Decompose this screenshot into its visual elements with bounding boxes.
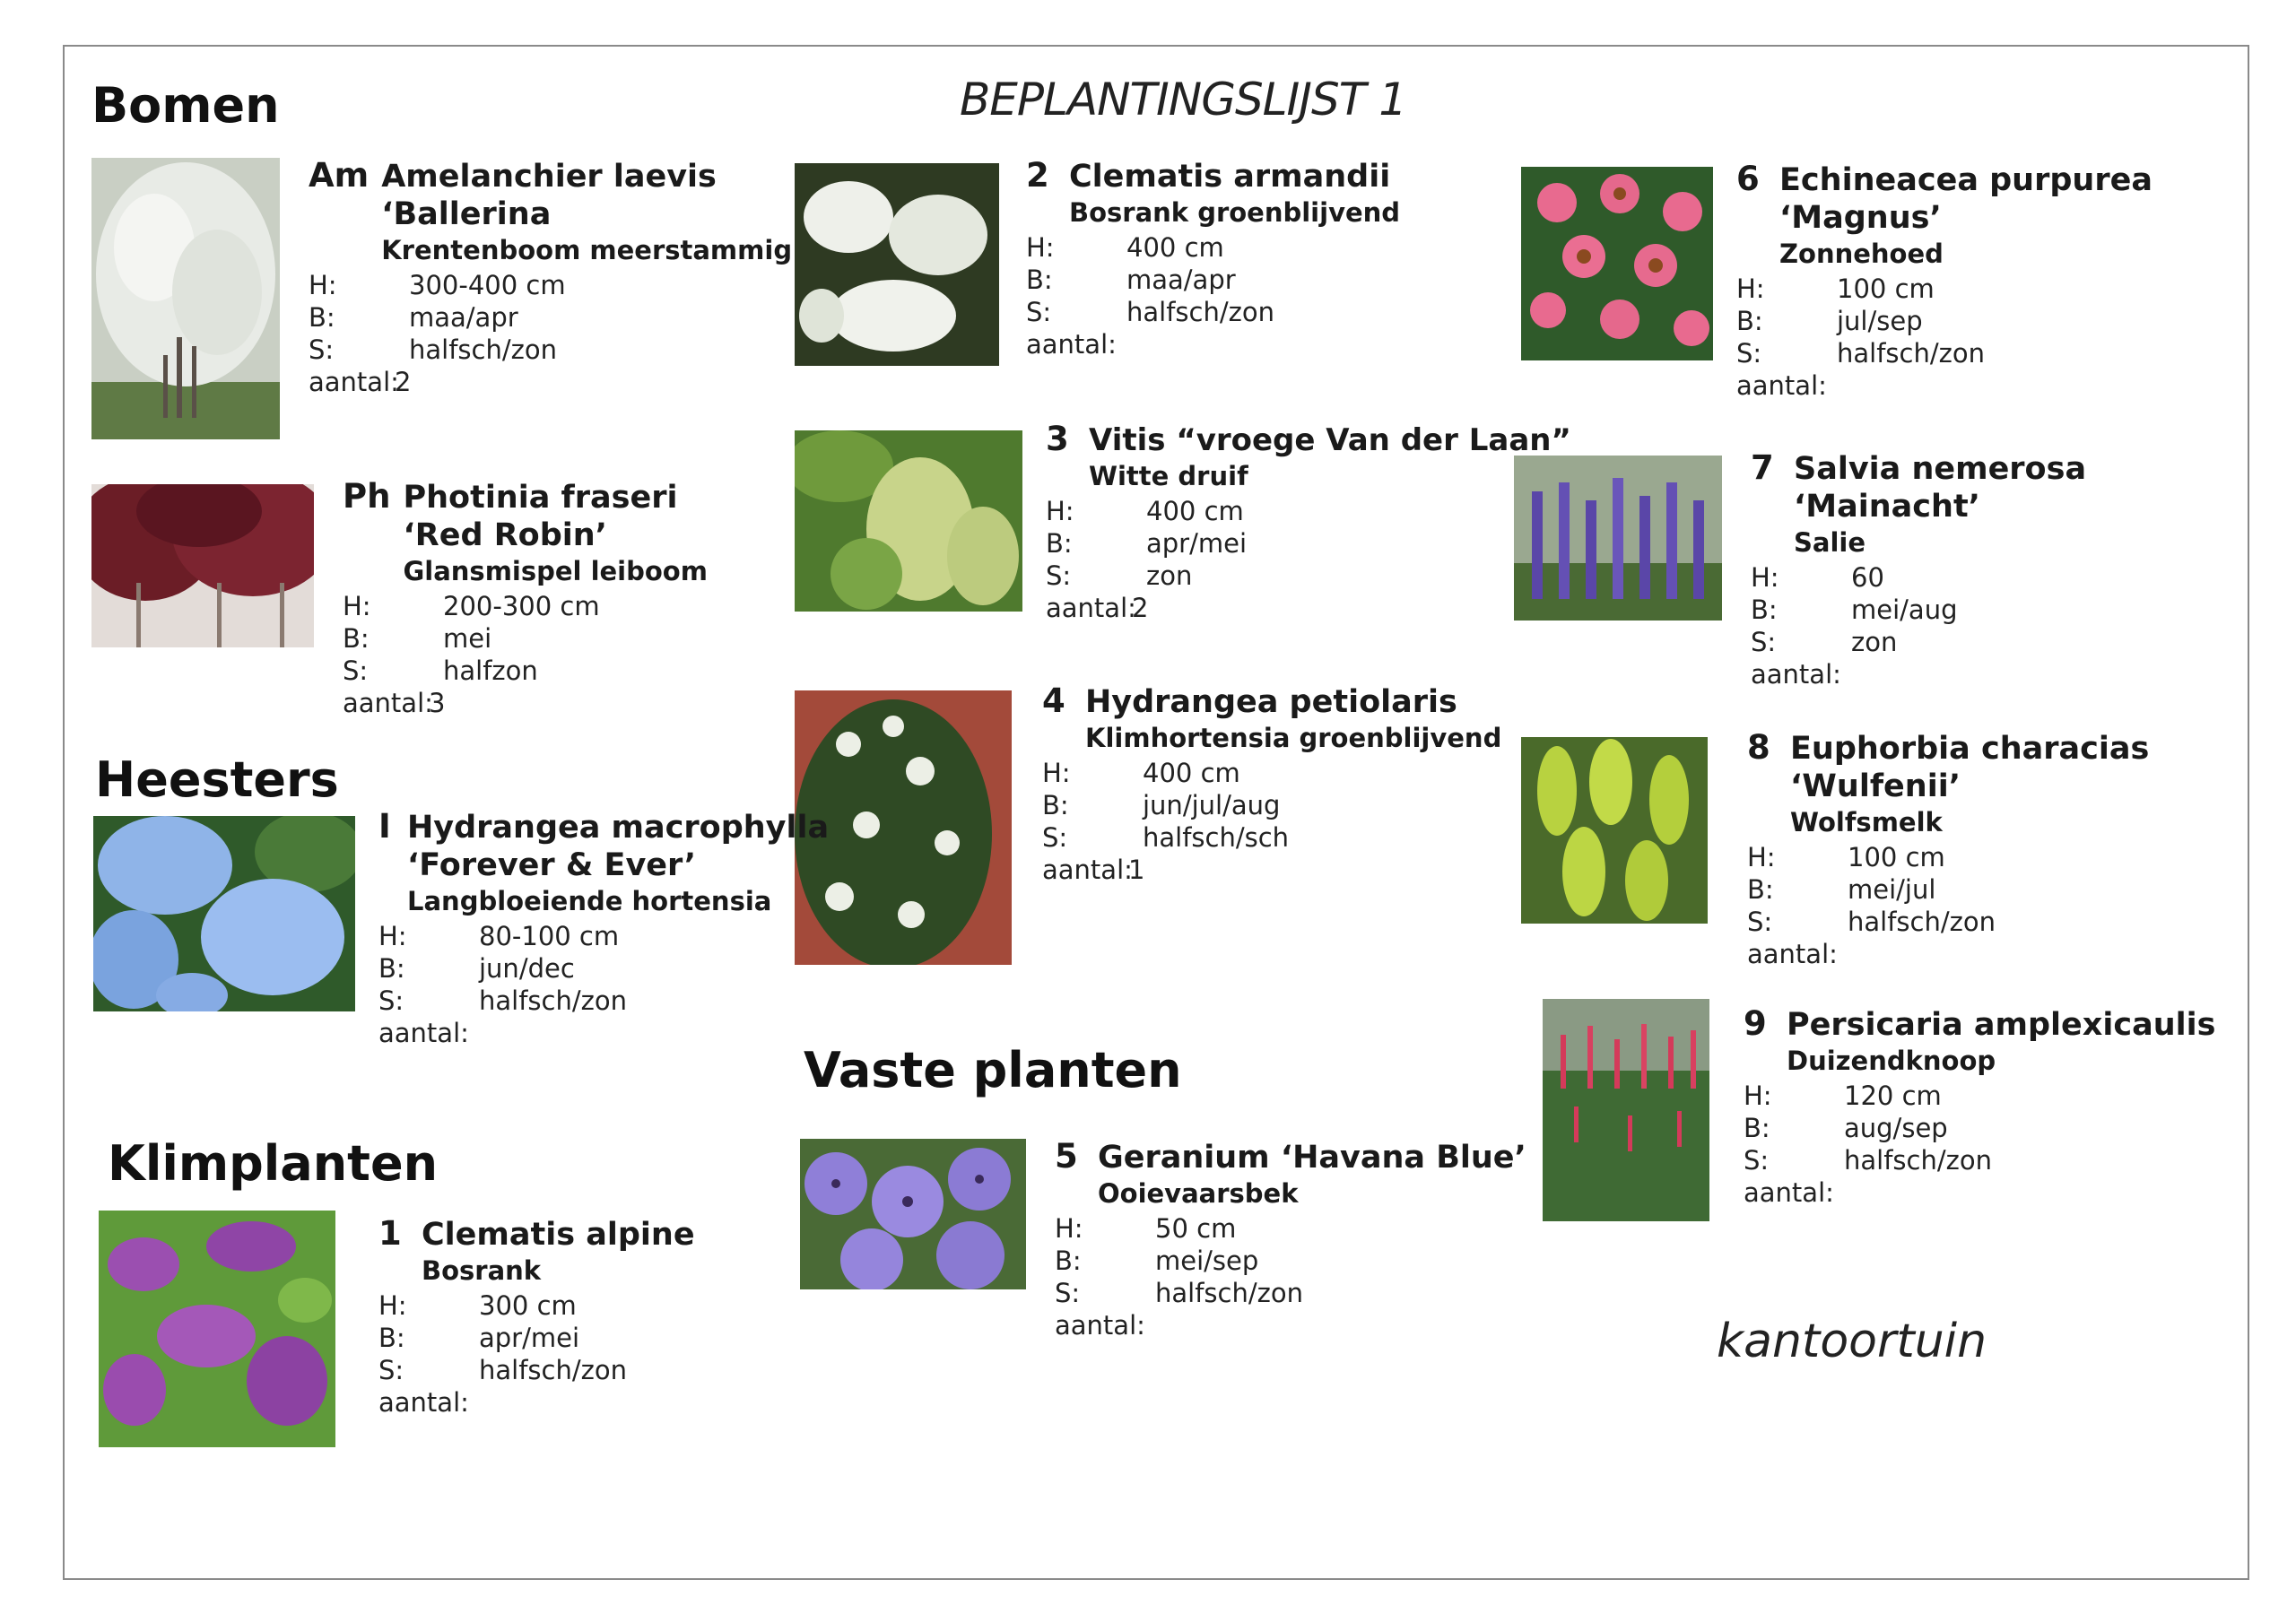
plant-bloom: mei/sep	[1155, 1245, 1259, 1276]
plant-entry-photinia	[343, 477, 845, 719]
plant-code: 7	[1751, 448, 1774, 487]
plant-cultivar: ‘Forever & Ever’	[407, 847, 697, 883]
label-h: H:	[309, 270, 337, 300]
label-b: B:	[378, 1323, 405, 1353]
plant-height: 50 cm	[1155, 1213, 1237, 1244]
plant-height: 400 cm	[1143, 758, 1240, 788]
clematis-alpine-photo	[99, 1211, 335, 1447]
label-h: H:	[343, 591, 371, 621]
plant-sun: halfsch/zon	[1155, 1278, 1303, 1308]
label-s: S:	[1046, 560, 1072, 591]
plant-name: Euphorbia characias	[1790, 731, 2150, 767]
plant-common-name: Zonnehoed	[1779, 239, 1944, 269]
section-vaste-planten: Vaste planten	[804, 1042, 1182, 1098]
plant-entry-salvia	[1751, 448, 2253, 690]
plant-common-name: Glansmispel leiboom	[403, 556, 708, 586]
plant-sun: halfsch/zon	[1844, 1145, 1992, 1176]
label-h: H:	[1736, 273, 1765, 304]
label-aantal: aantal:	[1747, 939, 1838, 969]
plant-sun: halfsch/zon	[409, 334, 557, 365]
label-b: B:	[1042, 790, 1069, 820]
label-b: B:	[1046, 528, 1073, 559]
plant-height: 100 cm	[1848, 842, 1945, 872]
plant-sun: halfsch/sch	[1143, 822, 1290, 853]
plant-code: Ph	[343, 477, 391, 516]
section-heesters: Heesters	[95, 751, 339, 808]
plant-common-name: Witte druif	[1089, 461, 1248, 491]
label-b: B:	[1736, 306, 1763, 336]
plant-common-name: Bosrank groenblijvend	[1069, 197, 1401, 228]
plant-count: 2	[395, 367, 412, 397]
label-aantal: aantal:	[1744, 1177, 1834, 1208]
label-s: S:	[1042, 822, 1068, 853]
page-title: BEPLANTINGSLIJST 1	[960, 74, 1407, 126]
label-s: S:	[309, 334, 335, 365]
plant-sun: halfsch/zon	[1848, 907, 1996, 937]
plant-entry-euphorbia	[1747, 728, 2249, 970]
plant-common-name: Krentenboom meerstammig	[381, 235, 793, 265]
plant-common-name: Salie	[1794, 527, 1866, 558]
label-h: H:	[1747, 842, 1776, 872]
plant-height: 300 cm	[479, 1290, 577, 1321]
label-s: S:	[1736, 338, 1762, 369]
plant-name: Photinia fraseri	[403, 480, 678, 516]
plant-bloom: mei	[443, 623, 492, 654]
plant-entry-geranium	[1055, 1137, 1557, 1341]
label-s: S:	[1026, 297, 1052, 327]
plant-height: 60	[1851, 562, 1884, 593]
persicaria-photo	[1543, 999, 1709, 1221]
label-aantal: aantal:	[1736, 370, 1827, 401]
plant-name: Hydrangea petiolaris	[1085, 684, 1457, 720]
plant-entry-clematis-alpine	[378, 1214, 881, 1419]
label-b: B:	[1744, 1113, 1770, 1143]
plant-bloom: mei/jul	[1848, 874, 1936, 905]
plant-height: 400 cm	[1146, 496, 1244, 526]
plant-bloom: mei/aug	[1851, 595, 1958, 625]
plant-entry-hydrangea-macrophylla	[378, 807, 881, 1049]
label-aantal: aantal:	[1055, 1310, 1145, 1341]
plant-code: 9	[1744, 1004, 1767, 1043]
plant-count: 1	[1128, 855, 1145, 885]
label-b: B:	[1026, 265, 1053, 295]
label-h: H:	[1046, 496, 1074, 526]
label-s: S:	[1751, 627, 1777, 657]
plant-name: Salvia nemerosa	[1794, 451, 2087, 487]
plant-sun: halfzon	[443, 655, 538, 686]
plant-common-name: Langbloeiende hortensia	[407, 886, 772, 916]
plant-name: Geranium ‘Havana Blue’	[1098, 1140, 1526, 1176]
plant-name: Persicaria amplexicaulis	[1787, 1007, 2216, 1043]
plant-code: 3	[1046, 420, 1069, 458]
label-aantal: aantal:	[378, 1018, 469, 1048]
plant-sun: halfsch/zon	[1837, 338, 1985, 369]
plant-sun: halfsch/zon	[479, 1355, 627, 1385]
section-bomen: Bomen	[91, 77, 280, 134]
euphorbia-photo	[1521, 737, 1708, 924]
plant-common-name: Ooievaarsbek	[1098, 1178, 1299, 1209]
label-s: S:	[378, 1355, 404, 1385]
plant-code: 8	[1747, 728, 1770, 767]
plant-height: 400 cm	[1126, 232, 1224, 263]
amelanchier-photo	[91, 158, 280, 439]
plant-bloom: maa/apr	[409, 302, 518, 333]
plant-name: Hydrangea macrophylla	[407, 810, 830, 846]
label-h: H:	[1751, 562, 1779, 593]
plant-common-name: Duizendknoop	[1787, 1046, 1996, 1076]
label-h: H:	[378, 921, 407, 951]
plant-height: 200-300 cm	[443, 591, 600, 621]
label-aantal: aantal:	[343, 688, 433, 718]
plant-bloom: aug/sep	[1844, 1113, 1948, 1143]
plant-common-name: Wolfsmelk	[1790, 807, 1943, 838]
label-s: S:	[1747, 907, 1773, 937]
plant-code: 2	[1026, 156, 1049, 195]
label-aantal: aantal:	[1046, 593, 1136, 623]
plant-cultivar: ‘Red Robin’	[403, 517, 607, 553]
plant-count: 2	[1132, 593, 1149, 623]
plant-code: Am	[309, 156, 370, 195]
label-s: S:	[378, 985, 404, 1016]
plant-sun: halfsch/zon	[479, 985, 627, 1016]
label-aantal: aantal:	[1751, 659, 1841, 690]
plant-bloom: jun/jul/aug	[1143, 790, 1281, 820]
label-s: S:	[1055, 1278, 1081, 1308]
label-b: B:	[1055, 1245, 1082, 1276]
plant-cultivar: ‘Wulfenii’	[1790, 768, 1961, 804]
label-h: H:	[1055, 1213, 1083, 1244]
clematis-armandii-photo	[795, 163, 999, 366]
plant-name: Vitis “vroege Van der Laan”	[1089, 422, 1571, 458]
label-aantal: aantal:	[378, 1387, 469, 1418]
plant-entry-amelanchier	[309, 156, 811, 398]
plant-code: I	[378, 807, 391, 846]
plant-code: 4	[1042, 681, 1065, 720]
plant-cultivar: ‘Mainacht’	[1794, 489, 1980, 525]
plant-bloom: jun/dec	[479, 953, 575, 984]
label-h: H:	[1026, 232, 1055, 263]
plant-bloom: jul/sep	[1837, 306, 1923, 336]
plant-cultivar: ‘Magnus’	[1779, 200, 1942, 236]
label-s: S:	[343, 655, 369, 686]
plant-common-name: Bosrank	[422, 1255, 542, 1286]
plant-bloom: maa/apr	[1126, 265, 1236, 295]
plant-count: 3	[429, 688, 446, 718]
plant-height: 120 cm	[1844, 1081, 1942, 1111]
plant-code: 1	[378, 1214, 402, 1253]
label-b: B:	[378, 953, 405, 984]
label-aantal: aantal:	[309, 367, 399, 397]
plant-sun: halfsch/zon	[1126, 297, 1274, 327]
label-s: S:	[1744, 1145, 1770, 1176]
plant-height: 100 cm	[1837, 273, 1935, 304]
footer-note: kantoortuin	[1717, 1315, 1987, 1368]
plant-sun: zon	[1851, 627, 1898, 657]
plant-sun: zon	[1146, 560, 1193, 591]
label-b: B:	[309, 302, 335, 333]
label-aantal: aantal:	[1026, 329, 1117, 360]
plant-name: Clematis alpine	[422, 1217, 695, 1253]
plant-entry-hydrangea-petiolaris	[1042, 681, 1544, 886]
plant-bloom: apr/mei	[479, 1323, 580, 1353]
plant-entry-vitis	[1046, 420, 1571, 624]
plant-entry-persicaria	[1744, 1004, 2246, 1209]
label-b: B:	[1747, 874, 1774, 905]
photinia-photo	[91, 484, 314, 647]
plant-common-name: Klimhortensia groenblijvend	[1085, 723, 1502, 753]
plant-height: 300-400 cm	[409, 270, 566, 300]
label-h: H:	[1744, 1081, 1772, 1111]
plant-height: 80-100 cm	[479, 921, 620, 951]
echinacea-photo	[1521, 167, 1713, 360]
label-h: H:	[1042, 758, 1071, 788]
plant-code: 5	[1055, 1137, 1078, 1176]
plant-name: Clematis armandii	[1069, 159, 1391, 195]
plant-entry-clematis-armandii	[1026, 156, 1528, 360]
plant-name: Echineacea purpurea	[1779, 162, 2152, 198]
plant-code: 6	[1736, 160, 1760, 198]
label-aantal: aantal:	[1042, 855, 1133, 885]
hydrangea-macrophylla-photo	[93, 816, 355, 1011]
plant-cultivar: ‘Ballerina	[381, 196, 552, 232]
label-h: H:	[378, 1290, 407, 1321]
section-klimplanten: Klimplanten	[108, 1135, 439, 1192]
label-b: B:	[1751, 595, 1778, 625]
plant-entry-echinacea	[1736, 160, 2239, 402]
label-b: B:	[343, 623, 370, 654]
plant-name: Amelanchier laevis	[381, 159, 717, 195]
plant-bloom: apr/mei	[1146, 528, 1248, 559]
